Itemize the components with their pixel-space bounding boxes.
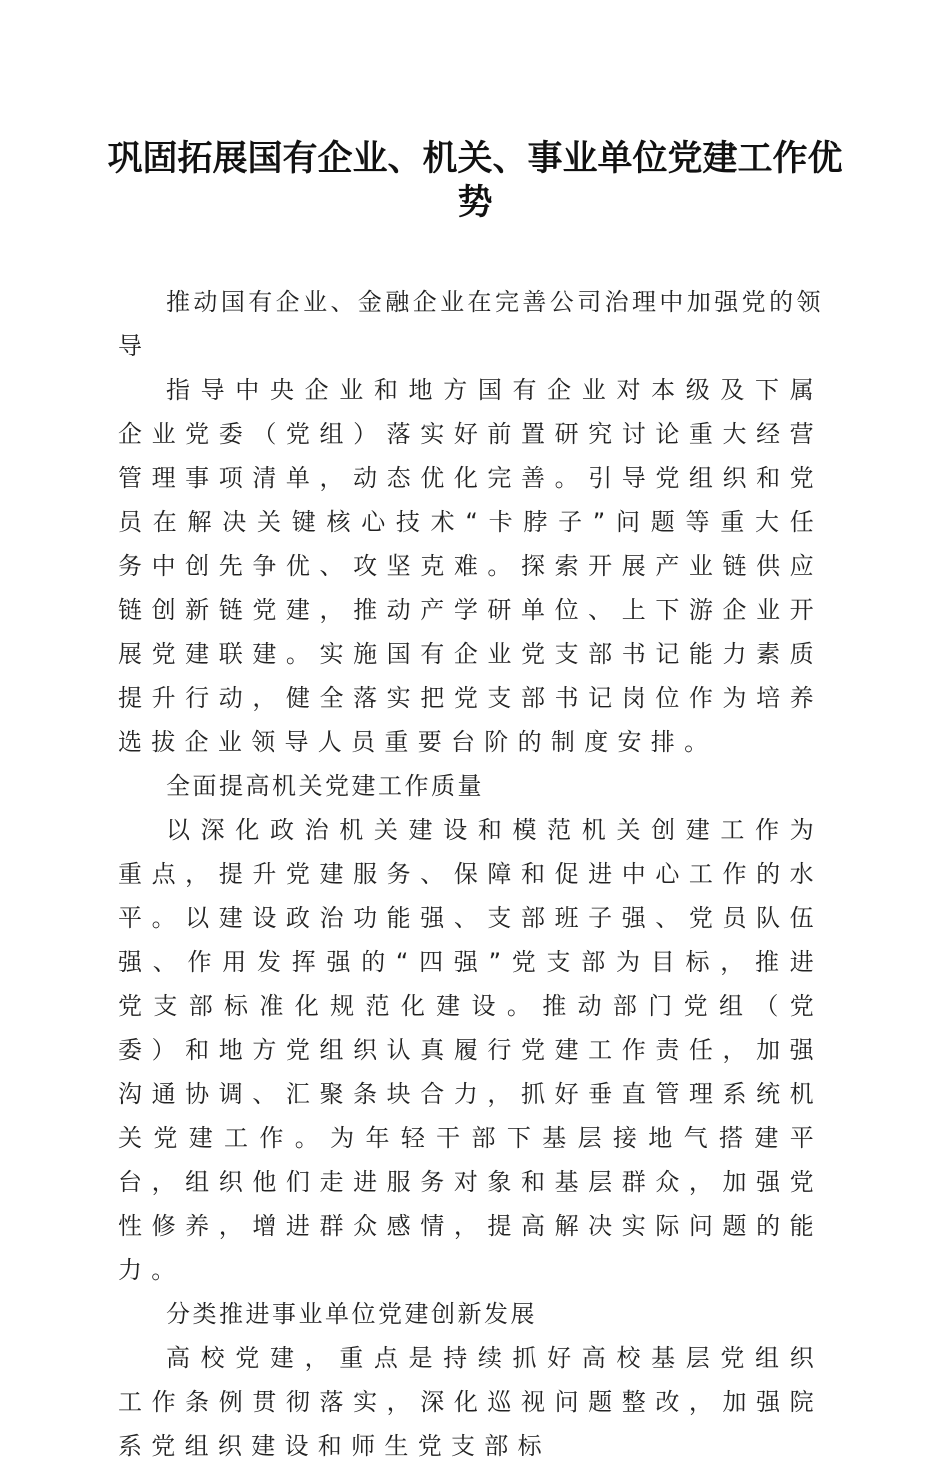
document-body <box>118 280 823 1468</box>
document-title: 巩固拓展国有企业、机关、事业单位党建工作优势 <box>107 138 843 223</box>
paragraph-organs: 以深化政治机关建设和模范机关创建工作为重点，提升党建服务、保障和促进中心工作的水平。以建设政治功能强、支部班子强、党员队伍强、作用发挥强的“四强”党支部为目标，推进党支部标准化规范化建设。推动部门党组（党委）和地方党组织认真履行党建工作责任，加强沟通协调、汇聚条块合力，抓好垂直管理系统机关党建工作。为年轻干部下基层接地气搭建平台，组织他们走进服务对象和基层群众，加强党性修养，增进群众感情，提高解决实际问题的能力。 <box>118 816 823 1284</box>
paragraph-institutions: 高校党建，重点是持续抓好高校基层党组织工作条例贯彻落实，深化巡视问题整改，加强院系党组织建设和师生党支部标 <box>118 1344 823 1460</box>
section-heading-organs: 全面提高机关党建工作质量 <box>166 772 484 800</box>
section-heading-soe: 推动国有企业、金融企业在完善公司治理中加强党的领导 <box>118 288 823 360</box>
paragraph-soe: 指导中央企业和地方国有企业对本级及下属企业党委（党组）落实好前置研究讨论重大经营管理事项清单，动态优化完善。引导党组织和党员在解决关键核心技术“卡脖子”问题等重大任务中创先争优、攻坚克难。探索开展产业链供应链创新链党建，推动产学研单位、上下游企业开展党建联建。实施国有企业党支部书记能力素质提升行动，健全落实把党支部书记岗位作为培养选拔企业领导人员重要台阶的制度安排。 <box>118 376 823 756</box>
section-heading-institutions: 分类推进事业单位党建创新发展 <box>166 1300 537 1328</box>
